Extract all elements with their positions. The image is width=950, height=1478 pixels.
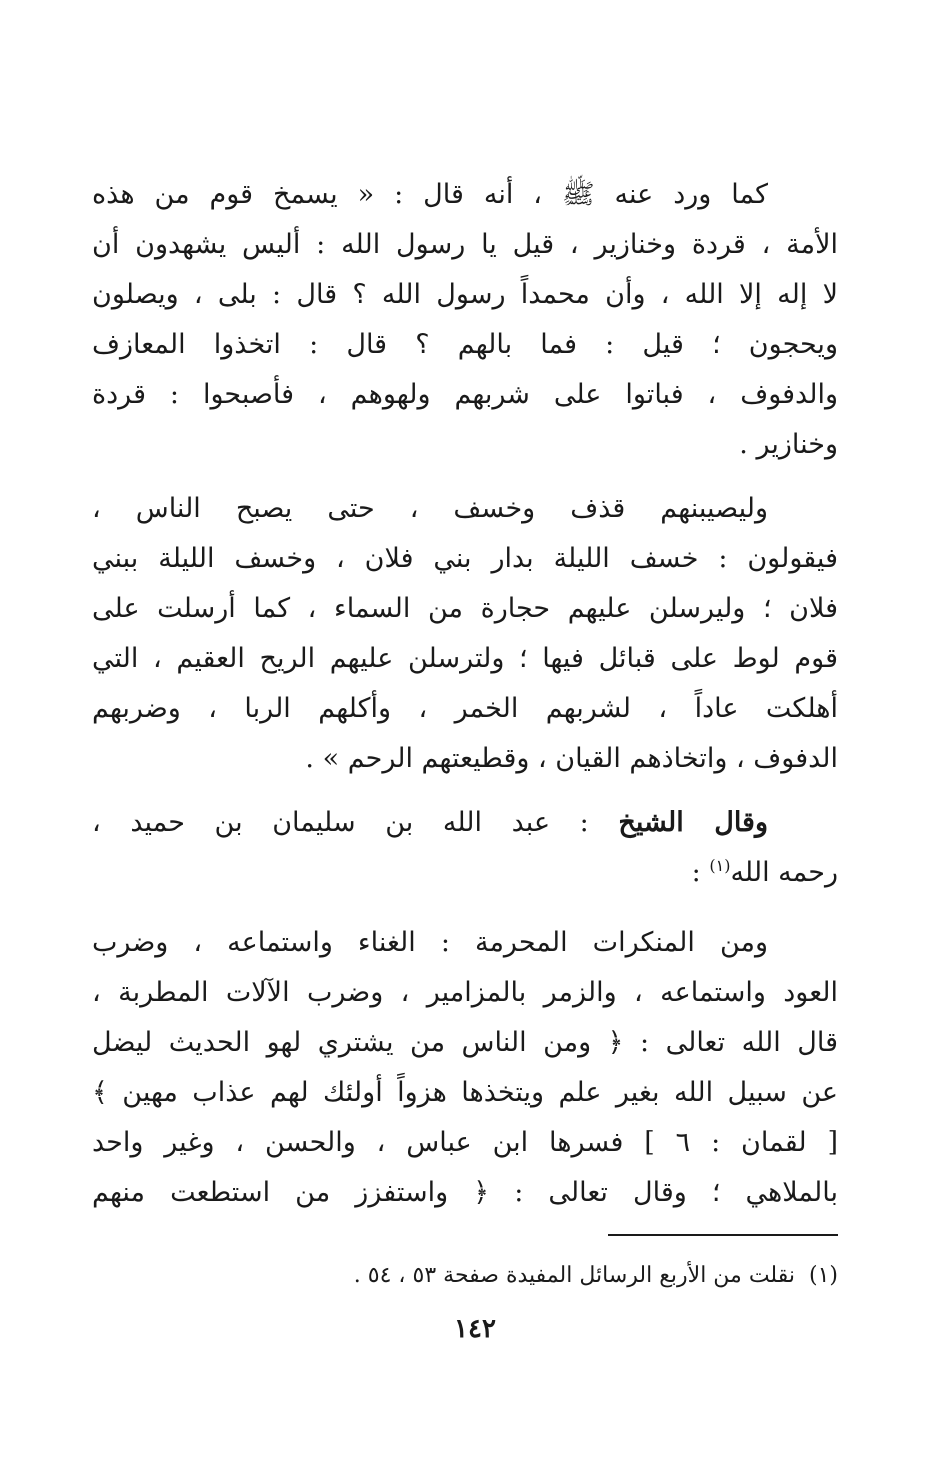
page-body [92,170,838,1218]
text-line: فلان ؛ وليرسلن عليهم حجارة من السماء ، كما أرسلت على [92,593,838,624]
text-line [92,848,838,898]
text-line: والدفوف ، فباتوا على شربهم ولهوهم ، فأصبحوا : قردة [92,379,838,410]
text-line [92,798,838,848]
paragraph-2 [92,484,838,784]
text-line: بالملاهي ؛ وقال تعالى : ﴿ واستفزز من استطعت منهم [92,1177,838,1208]
text-line: قوم لوط على قبائل فيها ؛ ولترسلن عليهم الريح العقيم ، التي [92,643,838,674]
text-line: وخنازير . [739,429,838,460]
text-line: العود واستماعه ، والزمر بالمزامير ، وضرب الآلات المطربة ، [92,977,838,1008]
paragraph-1 [92,170,838,470]
text-line: [ لقمان : ٦ ] فسرها ابن عباس ، والحسن ، وغير واحد [92,1127,838,1158]
text-line: الدفوف ، واتخاذهم القيان ، وقطيعتهم الرحم » . [305,743,838,774]
attribution-colon: : [691,857,710,888]
speaker-label: وقال الشيخ [618,807,768,838]
text-line: أهلكت عاداً ، لشربهم الخمر ، وأكلهم الربا ، وضربهم [92,693,838,724]
speaker-name: : عبد الله بن سليمان بن حميد ، [92,807,619,838]
text-line: عن سبيل الله بغير علم ويتخذها هزواً أولئك لهم عذاب مهين ﴾ [92,1077,838,1108]
text-line: ويحجون ؛ قيل : فما بالهم ؟ قال : اتخذوا المعازف [92,329,838,360]
footnote-text: نقلت من الأربع الرسائل المفيدة صفحة ٥٣ ، ٥٤ . [353,1263,795,1288]
text-line: ومن المنكرات المحرمة : الغناء واستماعه ، وضرب [92,927,768,958]
footnote-divider [608,1234,838,1236]
text-line: لا إله إلا الله ، وأن محمداً رسول الله ؟ قال : بلى ، ويصلون [92,279,838,310]
footnote [92,1256,838,1296]
text-line: كما ورد عنه ﷺ ، أنه قال : « يسمخ قوم من هذه [92,179,768,210]
paragraph-attribution [92,798,838,898]
paragraph-4 [92,918,838,1218]
page-number: ١٤٢ [454,1314,496,1344]
footnote-number: (١) [808,1263,838,1288]
text-line: الأمة ، قردة وخنازير ، قيل يا رسول الله : أليس يشهدون أن [92,229,838,260]
footnote-reference[interactable]: (١) [709,856,731,875]
text-line: وليصيبنهم قذف وخسف ، حتى يصبح الناس ، [92,493,768,524]
text-line: قال الله تعالى : ﴿ ومن الناس من يشتري لهو الحديث ليضل [92,1027,838,1058]
text-line: فيقولون : خسف الليلة بدار بني فلان ، وخسف الليلة ببني [92,543,838,574]
attribution-text: رحمه الله [730,857,838,888]
